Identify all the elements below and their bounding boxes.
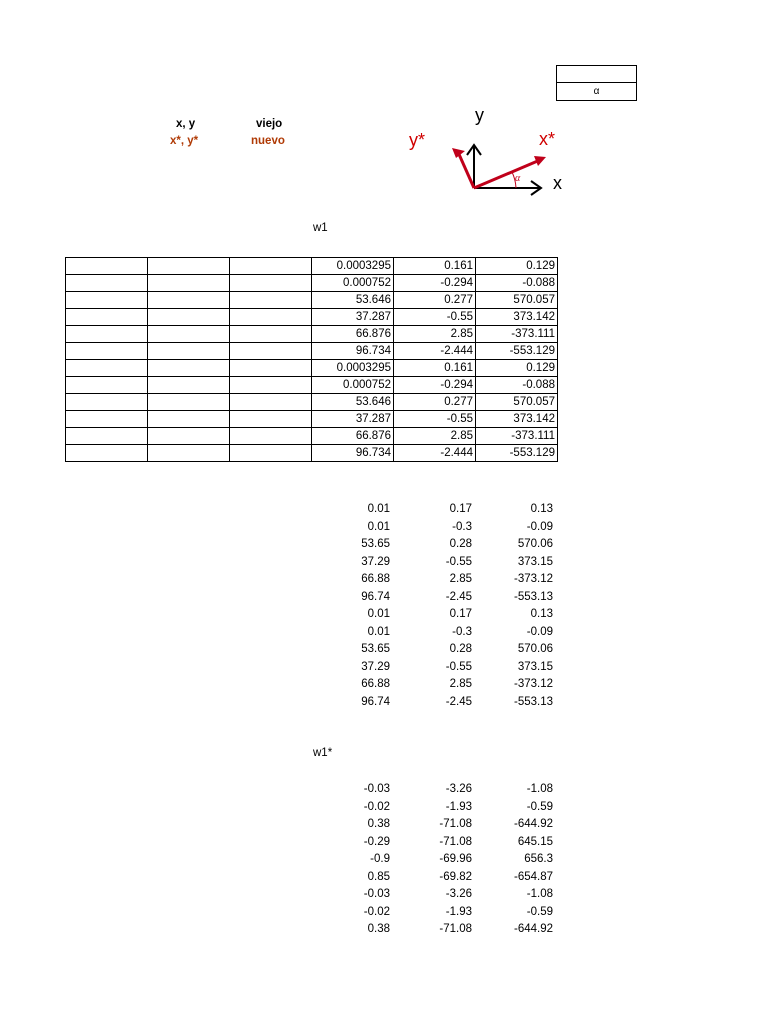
table-cell[interactable]: 0.277 [394,394,476,411]
table-cell[interactable]: -0.088 [476,377,558,394]
empty-cell[interactable] [230,343,312,360]
legend-new-axes: x*, y* [170,135,199,147]
table-cell[interactable]: -0.294 [394,275,476,292]
empty-cell[interactable] [148,326,230,343]
value-cell[interactable]: -71.08 [439,835,472,848]
value-cell[interactable]: 2.85 [449,573,472,585]
value-cell[interactable]: 66.88 [361,573,390,585]
empty-cell[interactable] [230,309,312,326]
value-cell[interactable]: 0.13 [530,503,553,515]
empty-cell[interactable] [66,428,148,445]
value-cell[interactable]: 0.17 [449,608,472,620]
rounded-col-2 [390,501,472,711]
empty-cell[interactable] [66,377,148,394]
empty-cell[interactable] [66,343,148,360]
empty-cell[interactable] [148,258,230,275]
table-cell[interactable]: 0.000752 [312,275,394,292]
value-cell[interactable]: 53.65 [361,643,390,655]
table-cell[interactable]: 570.057 [476,394,558,411]
value-cell[interactable]: -0.03 [363,783,390,795]
y-star-label: y* [409,130,426,150]
value-cell[interactable]: -0.59 [526,800,553,813]
value-cell[interactable]: -69.82 [439,870,472,883]
table-cell[interactable]: 0.129 [476,360,558,377]
empty-cell[interactable] [230,275,312,292]
value-cell[interactable]: -3.26 [445,888,472,900]
empty-cell[interactable] [230,258,312,275]
empty-cell[interactable] [230,394,312,411]
value-cell[interactable]: -654.87 [513,870,553,883]
empty-cell[interactable] [230,445,312,462]
value-cell[interactable]: 0.28 [449,643,472,655]
table-cell[interactable]: 2.85 [394,326,476,343]
empty-cell[interactable] [66,411,148,428]
empty-cell[interactable] [66,360,148,377]
value-cell[interactable]: -373.12 [513,573,553,585]
empty-cell[interactable] [66,292,148,309]
empty-cell[interactable] [148,360,230,377]
table-cell[interactable]: -0.55 [394,309,476,326]
table-cell[interactable]: 373.142 [476,309,558,326]
alpha-cell-empty[interactable] [556,65,637,83]
value-cell[interactable]: 373.15 [517,660,553,673]
value-cell[interactable]: -0.3 [452,520,472,533]
rounded-col-1 [300,501,390,711]
value-cell[interactable]: 0.38 [367,923,390,935]
table-cell[interactable]: -0.55 [394,411,476,428]
value-cell[interactable]: -0.09 [526,625,553,638]
value-cell[interactable]: -2.45 [445,695,472,708]
value-cell[interactable]: 96.74 [361,590,390,603]
empty-cell[interactable] [66,445,148,462]
table-cell[interactable]: 96.734 [312,445,394,462]
table-cell[interactable]: 37.287 [312,411,394,428]
table-row [66,445,558,462]
table-row [66,309,558,326]
value-cell[interactable]: 96.74 [361,695,390,708]
value-cell[interactable]: 37.29 [361,660,390,673]
value-cell[interactable]: 53.65 [361,538,390,550]
empty-cell[interactable] [66,394,148,411]
value-cell[interactable]: -1.93 [445,905,472,918]
value-cell[interactable]: -553.13 [513,590,553,603]
empty-cell[interactable] [148,292,230,309]
empty-cell[interactable] [66,326,148,343]
table-row [66,292,558,309]
table-cell[interactable]: 0.0003295 [312,360,394,377]
table-cell[interactable]: 373.142 [476,411,558,428]
value-cell[interactable]: 0.01 [367,608,390,620]
y-axis-label: y [475,105,484,125]
table-cell[interactable]: -553.129 [476,343,558,360]
value-cell[interactable]: -0.29 [363,835,390,848]
value-cell[interactable]: 0.28 [449,538,472,550]
value-cell[interactable]: -1.93 [445,800,472,813]
value-cell[interactable]: 570.06 [517,643,553,655]
table-cell[interactable]: 37.287 [312,309,394,326]
table-cell[interactable]: 570.057 [476,292,558,309]
value-cell[interactable]: 0.85 [367,870,390,883]
table-cell[interactable]: 0.161 [394,360,476,377]
value-cell[interactable]: -2.45 [445,590,472,603]
table-cell[interactable]: -0.088 [476,275,558,292]
table-cell[interactable]: -2.444 [394,445,476,462]
empty-cell[interactable] [230,411,312,428]
rotated-col-1 [300,781,390,939]
table-cell[interactable]: 0.000752 [312,377,394,394]
legend-new-label: nuevo [251,135,285,147]
legend-old-axes: x, y [176,118,196,130]
value-cell[interactable]: -553.13 [513,695,553,708]
value-cell[interactable]: -0.59 [526,905,553,918]
empty-cell[interactable] [66,258,148,275]
empty-cell[interactable] [230,292,312,309]
table-cell[interactable]: 0.277 [394,292,476,309]
value-cell[interactable]: -71.08 [439,923,472,935]
empty-cell[interactable] [230,377,312,394]
value-cell[interactable]: -69.96 [439,853,472,865]
table-cell[interactable]: 96.734 [312,343,394,360]
empty-cell[interactable] [148,394,230,411]
value-cell[interactable]: -1.08 [526,888,553,900]
empty-cell[interactable] [230,360,312,377]
axes-rotation-diagram [400,100,570,200]
value-cell[interactable]: 0.01 [367,503,390,515]
rounded-col-3 [472,501,553,711]
table-cell[interactable]: -553.129 [476,445,558,462]
value-cell[interactable]: -0.02 [363,905,390,918]
empty-cell[interactable] [148,343,230,360]
value-cell[interactable]: -71.08 [439,818,472,830]
empty-cell[interactable] [148,377,230,394]
value-cell[interactable]: 0.01 [367,520,390,533]
table-row [66,343,558,360]
table-cell[interactable]: 0.0003295 [312,258,394,275]
value-cell[interactable]: 37.29 [361,555,390,568]
empty-cell[interactable] [148,309,230,326]
empty-cell[interactable] [230,428,312,445]
rotated-col-2 [390,781,472,939]
x-star-label: x* [539,129,556,149]
table-cell[interactable]: -373.111 [476,428,558,445]
table-row [66,428,558,445]
table-row [66,258,558,275]
table-row [66,394,558,411]
section-w1-star-title: w1* [313,747,333,759]
value-cell[interactable]: 0.01 [367,625,390,638]
rotated-col-3 [472,781,553,939]
empty-cell[interactable] [66,309,148,326]
table-row [66,275,558,292]
empty-cell[interactable] [148,445,230,462]
table-row [66,326,558,343]
table-row [66,411,558,428]
table-cell[interactable]: 0.129 [476,258,558,275]
empty-cell[interactable] [148,428,230,445]
empty-cell[interactable] [148,411,230,428]
value-cell[interactable]: 0.38 [367,818,390,830]
table-cell[interactable]: -0.294 [394,377,476,394]
table-cell[interactable]: -373.111 [476,326,558,343]
value-cell[interactable]: 656.3 [524,853,553,865]
angle-label: α [515,173,521,184]
value-cell[interactable]: 0.17 [449,503,472,515]
value-cell[interactable]: -0.55 [445,660,472,673]
legend-old-label: viejo [256,118,283,130]
w1-table [65,257,558,462]
table-cell[interactable]: -2.444 [394,343,476,360]
value-cell[interactable]: 66.88 [361,678,390,690]
table-row [66,377,558,394]
value-cell[interactable]: -0.55 [445,555,472,568]
value-cell[interactable]: -644.92 [513,923,553,935]
table-cell[interactable]: 53.646 [312,292,394,309]
empty-cell[interactable] [148,275,230,292]
section-w1-title: w1 [313,222,328,234]
table-cell[interactable]: 2.85 [394,428,476,445]
value-cell[interactable]: -0.9 [370,853,390,865]
table-cell[interactable]: 66.876 [312,428,394,445]
empty-cell[interactable] [230,326,312,343]
value-cell[interactable]: -644.92 [513,818,553,830]
value-cell[interactable]: 0.13 [530,608,553,620]
value-cell[interactable]: 570.06 [517,538,553,550]
value-cell[interactable]: -1.08 [526,783,553,795]
table-row [66,360,558,377]
value-cell[interactable]: 2.85 [449,678,472,690]
value-cell[interactable]: 645.15 [517,835,553,848]
value-cell[interactable]: -0.03 [363,888,390,900]
value-cell[interactable]: -373.12 [513,678,553,690]
value-cell[interactable]: -3.26 [445,783,472,795]
alpha-cell[interactable]: α [556,82,637,101]
x-axis-label: x [553,173,562,193]
table-cell[interactable]: 53.646 [312,394,394,411]
value-cell[interactable]: -0.02 [363,800,390,813]
value-cell[interactable]: -0.3 [452,625,472,638]
table-cell[interactable]: 0.161 [394,258,476,275]
value-cell[interactable]: -0.09 [526,520,553,533]
empty-cell[interactable] [66,275,148,292]
value-cell[interactable]: 373.15 [517,555,553,568]
table-cell[interactable]: 66.876 [312,326,394,343]
